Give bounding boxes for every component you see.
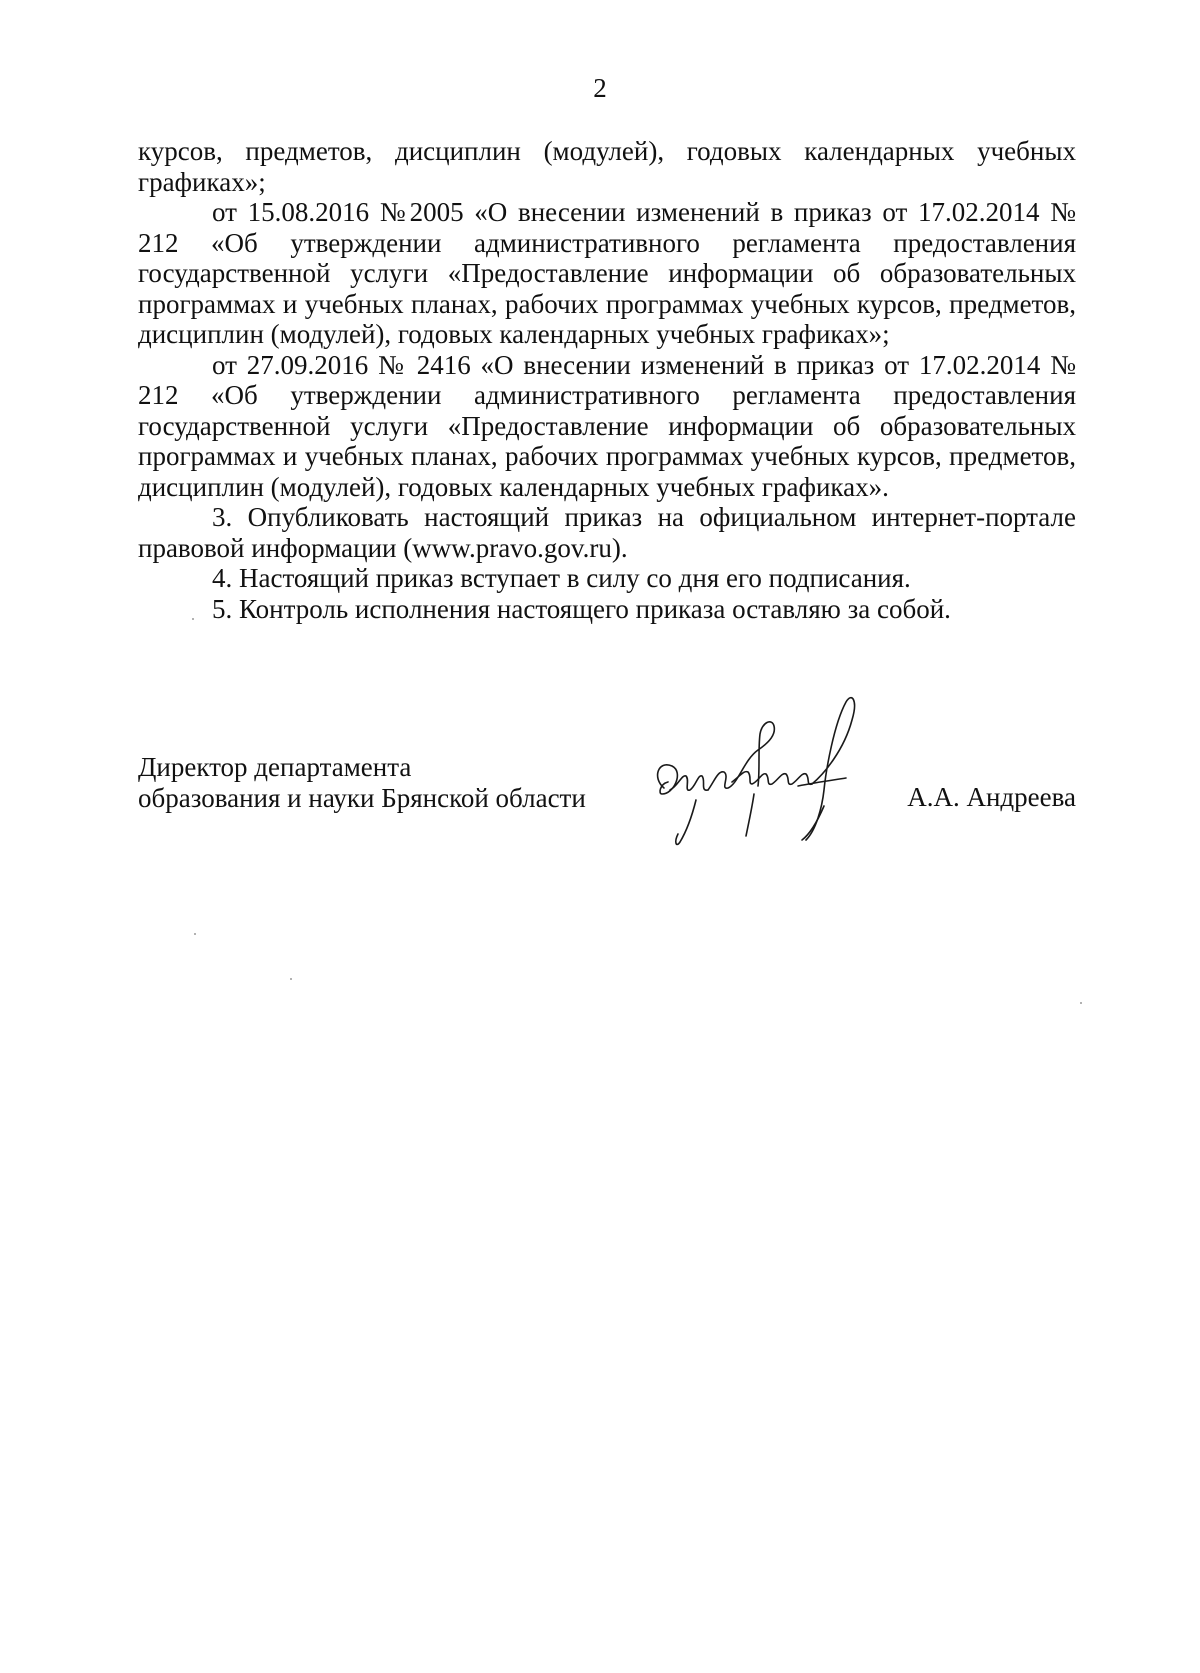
scan-speck — [1080, 1002, 1082, 1004]
paragraph-continuation: курсов, предметов, дисциплин (модулей), годовых календарных учебных графиках»; — [138, 136, 1076, 197]
signer-title-line-2: образования и науки Брянской области — [138, 782, 586, 813]
paragraph-item-3: 3. Опубликовать настоящий приказ на официальном интернет-портале правовой информации (www.pravo.gov.ru). — [138, 502, 1076, 563]
scan-speck — [192, 618, 194, 620]
signer-title-line-1: Директор департамента — [138, 752, 412, 782]
signer-name: А.А. Андреева — [907, 782, 1076, 812]
paragraph-order-2416: от 27.09.2016 № 2416 «О внесении изменений в приказ от 17.02.2014 № 212 «Об утверждении административного регламента предоставления государственной услуги «Предоставление информации об образовательных программах и учебных планах, рабочих программах учебных курсов, предметов, дисциплин (модулей), годовых календарных учебных графиках». — [138, 349, 1076, 502]
scan-speck — [290, 978, 292, 980]
page-number: 2 — [593, 73, 607, 103]
signature-block — [138, 752, 1076, 892]
paragraph-item-5: 5. Контроль исполнения настоящего приказа оставляю за собой. — [212, 593, 951, 624]
scan-speck — [194, 933, 196, 935]
paragraph-order-2005: от 15.08.2016 №2005 «О внесении изменений в приказ от 17.02.2014 № 212 «Об утверждении административного регламента предоставления государственной услуги «Предоставление информации об образовательных программах и учебных планах, рабочих программах учебных курсов, предметов, дисциплин (модулей), годовых календарных учебных графиках»; — [138, 197, 1076, 349]
document-body — [138, 136, 1076, 624]
handwritten-signature — [648, 690, 888, 880]
paragraph-item-4: 4. Настоящий приказ вступает в силу со дня его подписания. — [212, 563, 911, 593]
signer-title — [138, 752, 586, 813]
